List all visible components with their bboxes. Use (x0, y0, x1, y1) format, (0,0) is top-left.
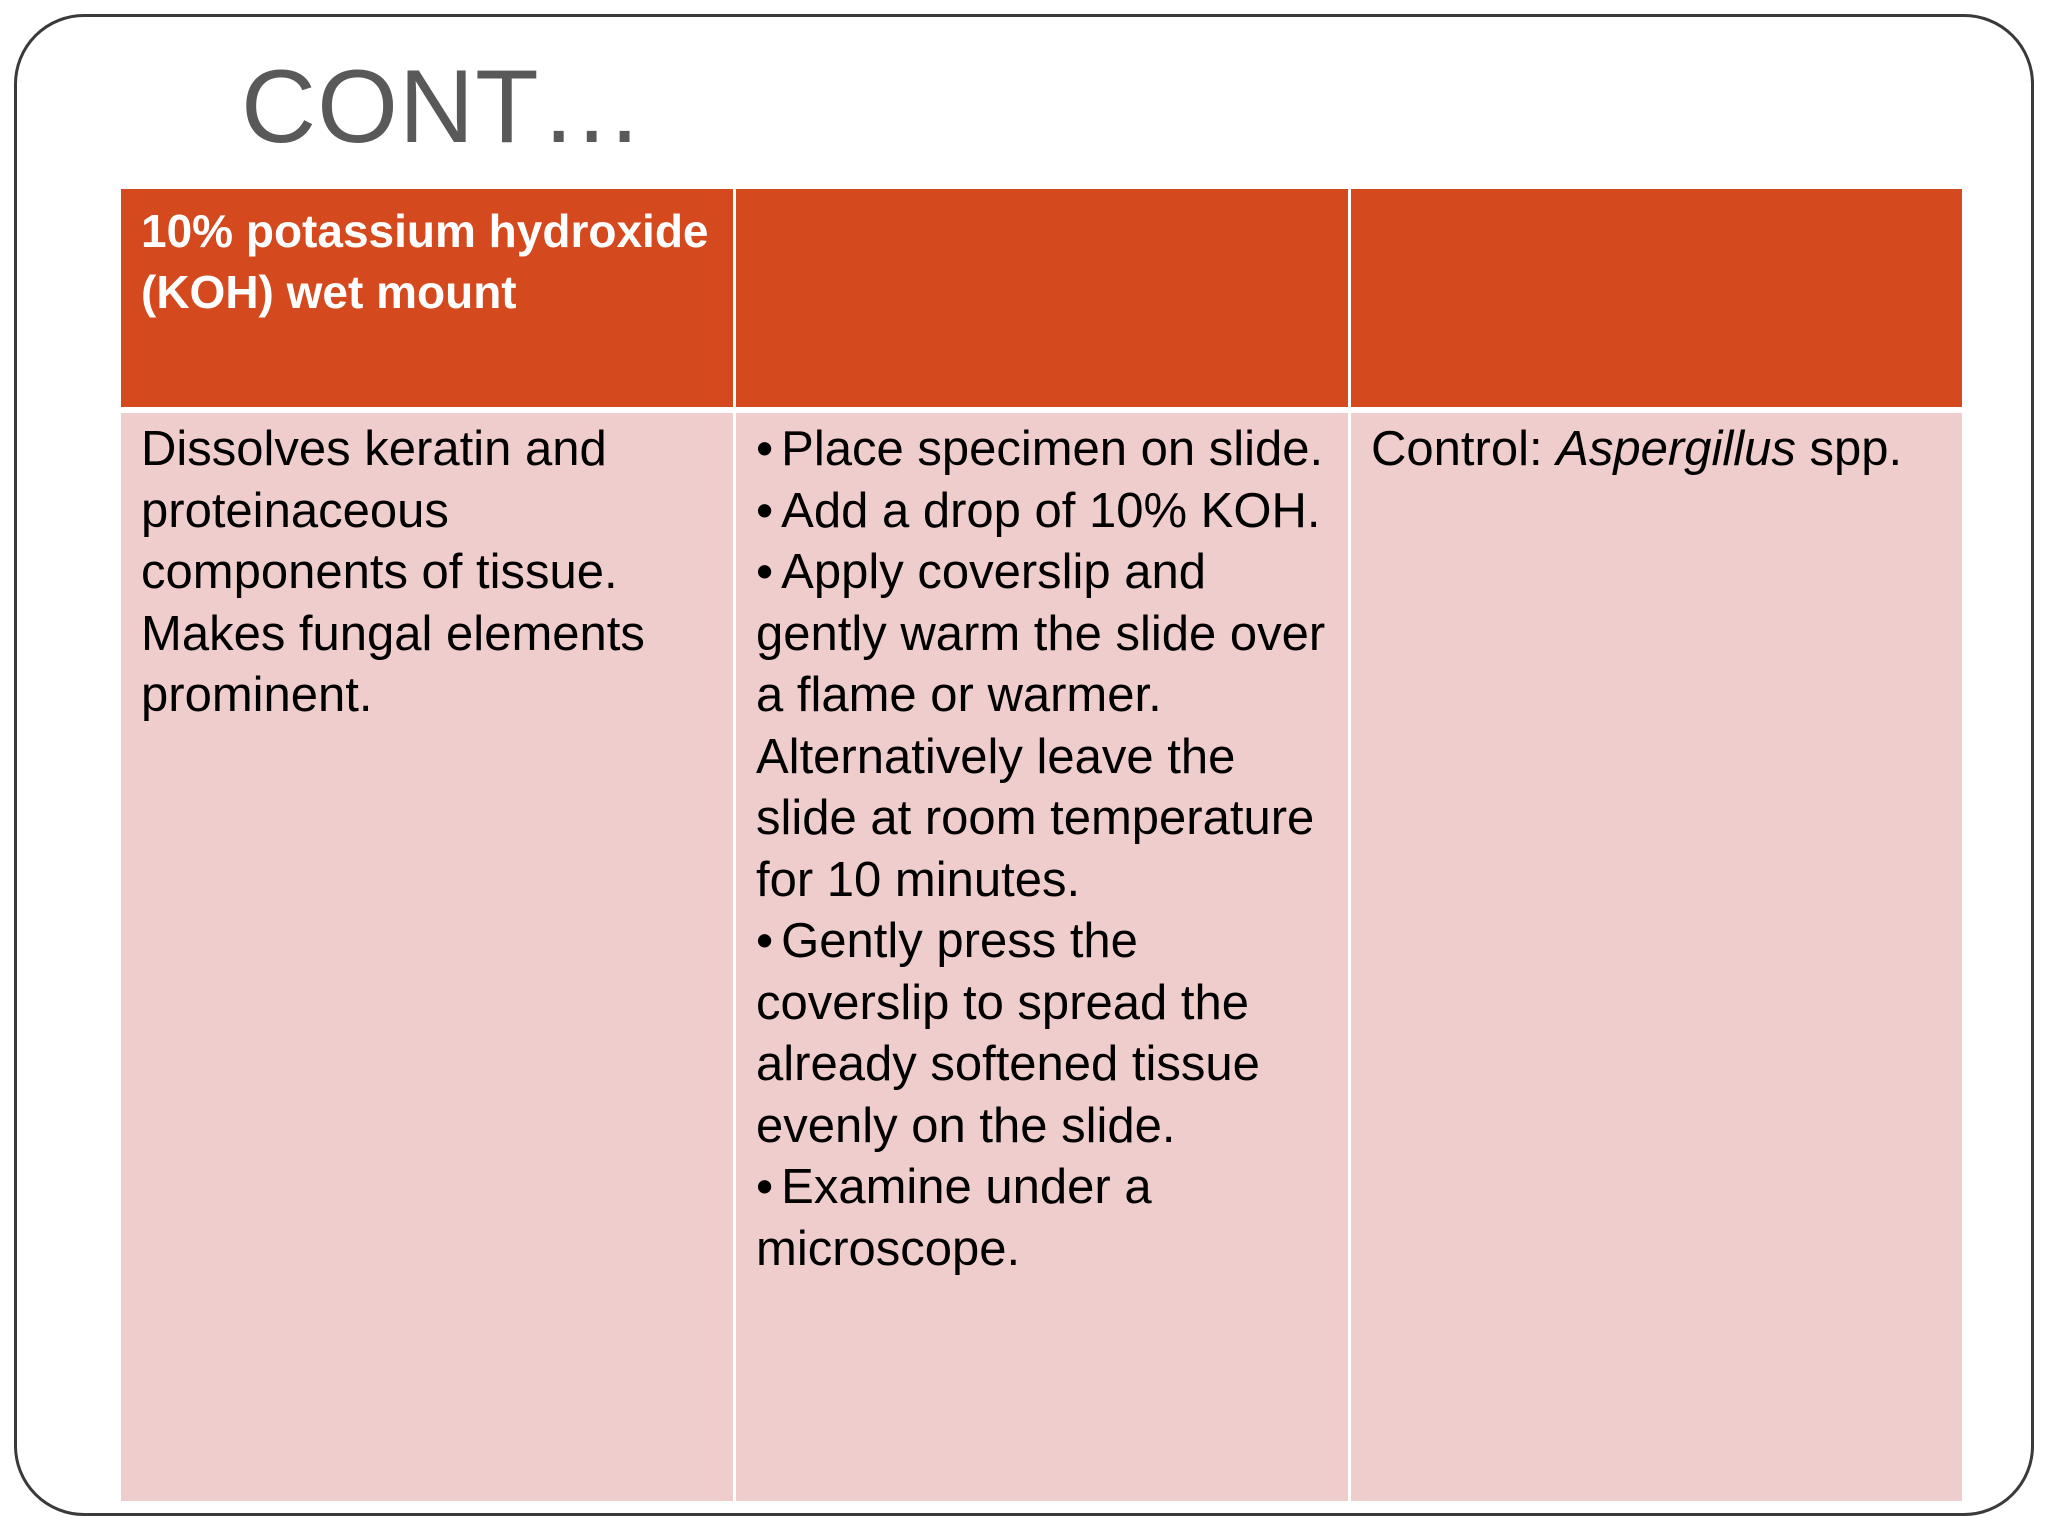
bullet-icon: • (756, 422, 774, 476)
procedure-step-text: Apply coverslip and gently warm the slide over a flame or warmer. Alternatively leave the slide at room temperature for 10 minutes. (756, 545, 1326, 907)
procedure-step-text: Gently press the coverslip to spread the already softened tissue evenly on the slide. (756, 914, 1260, 1153)
control-text (1371, 419, 1942, 481)
bullet-icon: • (756, 1160, 774, 1214)
control-prefix: Control: (1371, 422, 1557, 476)
procedure-step-text: Place specimen on slide. (781, 422, 1324, 476)
header-cell-procedure (736, 189, 1348, 407)
bullet-icon: • (756, 483, 774, 538)
koh-table (121, 189, 1962, 1501)
bullet-icon: • (756, 914, 774, 968)
procedure-step-text: Examine under a microscope. (756, 1160, 1152, 1276)
description-cell (121, 413, 733, 1501)
header-cell-method: 10% potassium hydroxide (KOH) wet mount (121, 189, 733, 407)
bullet-icon: • (756, 545, 774, 599)
control-cell (1351, 413, 1962, 1501)
procedure-step (756, 419, 1328, 481)
control-suffix: spp. (1795, 422, 1903, 476)
slide-title: CONT… (241, 49, 645, 165)
header-cell-control (1351, 189, 1962, 407)
procedure-step-text: Add a drop of 10% KOH. (781, 483, 1321, 538)
procedure-cell (736, 413, 1348, 1501)
procedure-step (756, 481, 1328, 543)
procedure-step (756, 542, 1328, 911)
slide-frame (14, 14, 2034, 1516)
control-organism: Aspergillus (1556, 422, 1796, 476)
procedure-step (756, 1157, 1328, 1280)
procedure-step (756, 911, 1328, 1157)
description-text: Dissolves keratin and proteinaceous components of tissue. Makes fungal elements prominent. (141, 422, 645, 722)
